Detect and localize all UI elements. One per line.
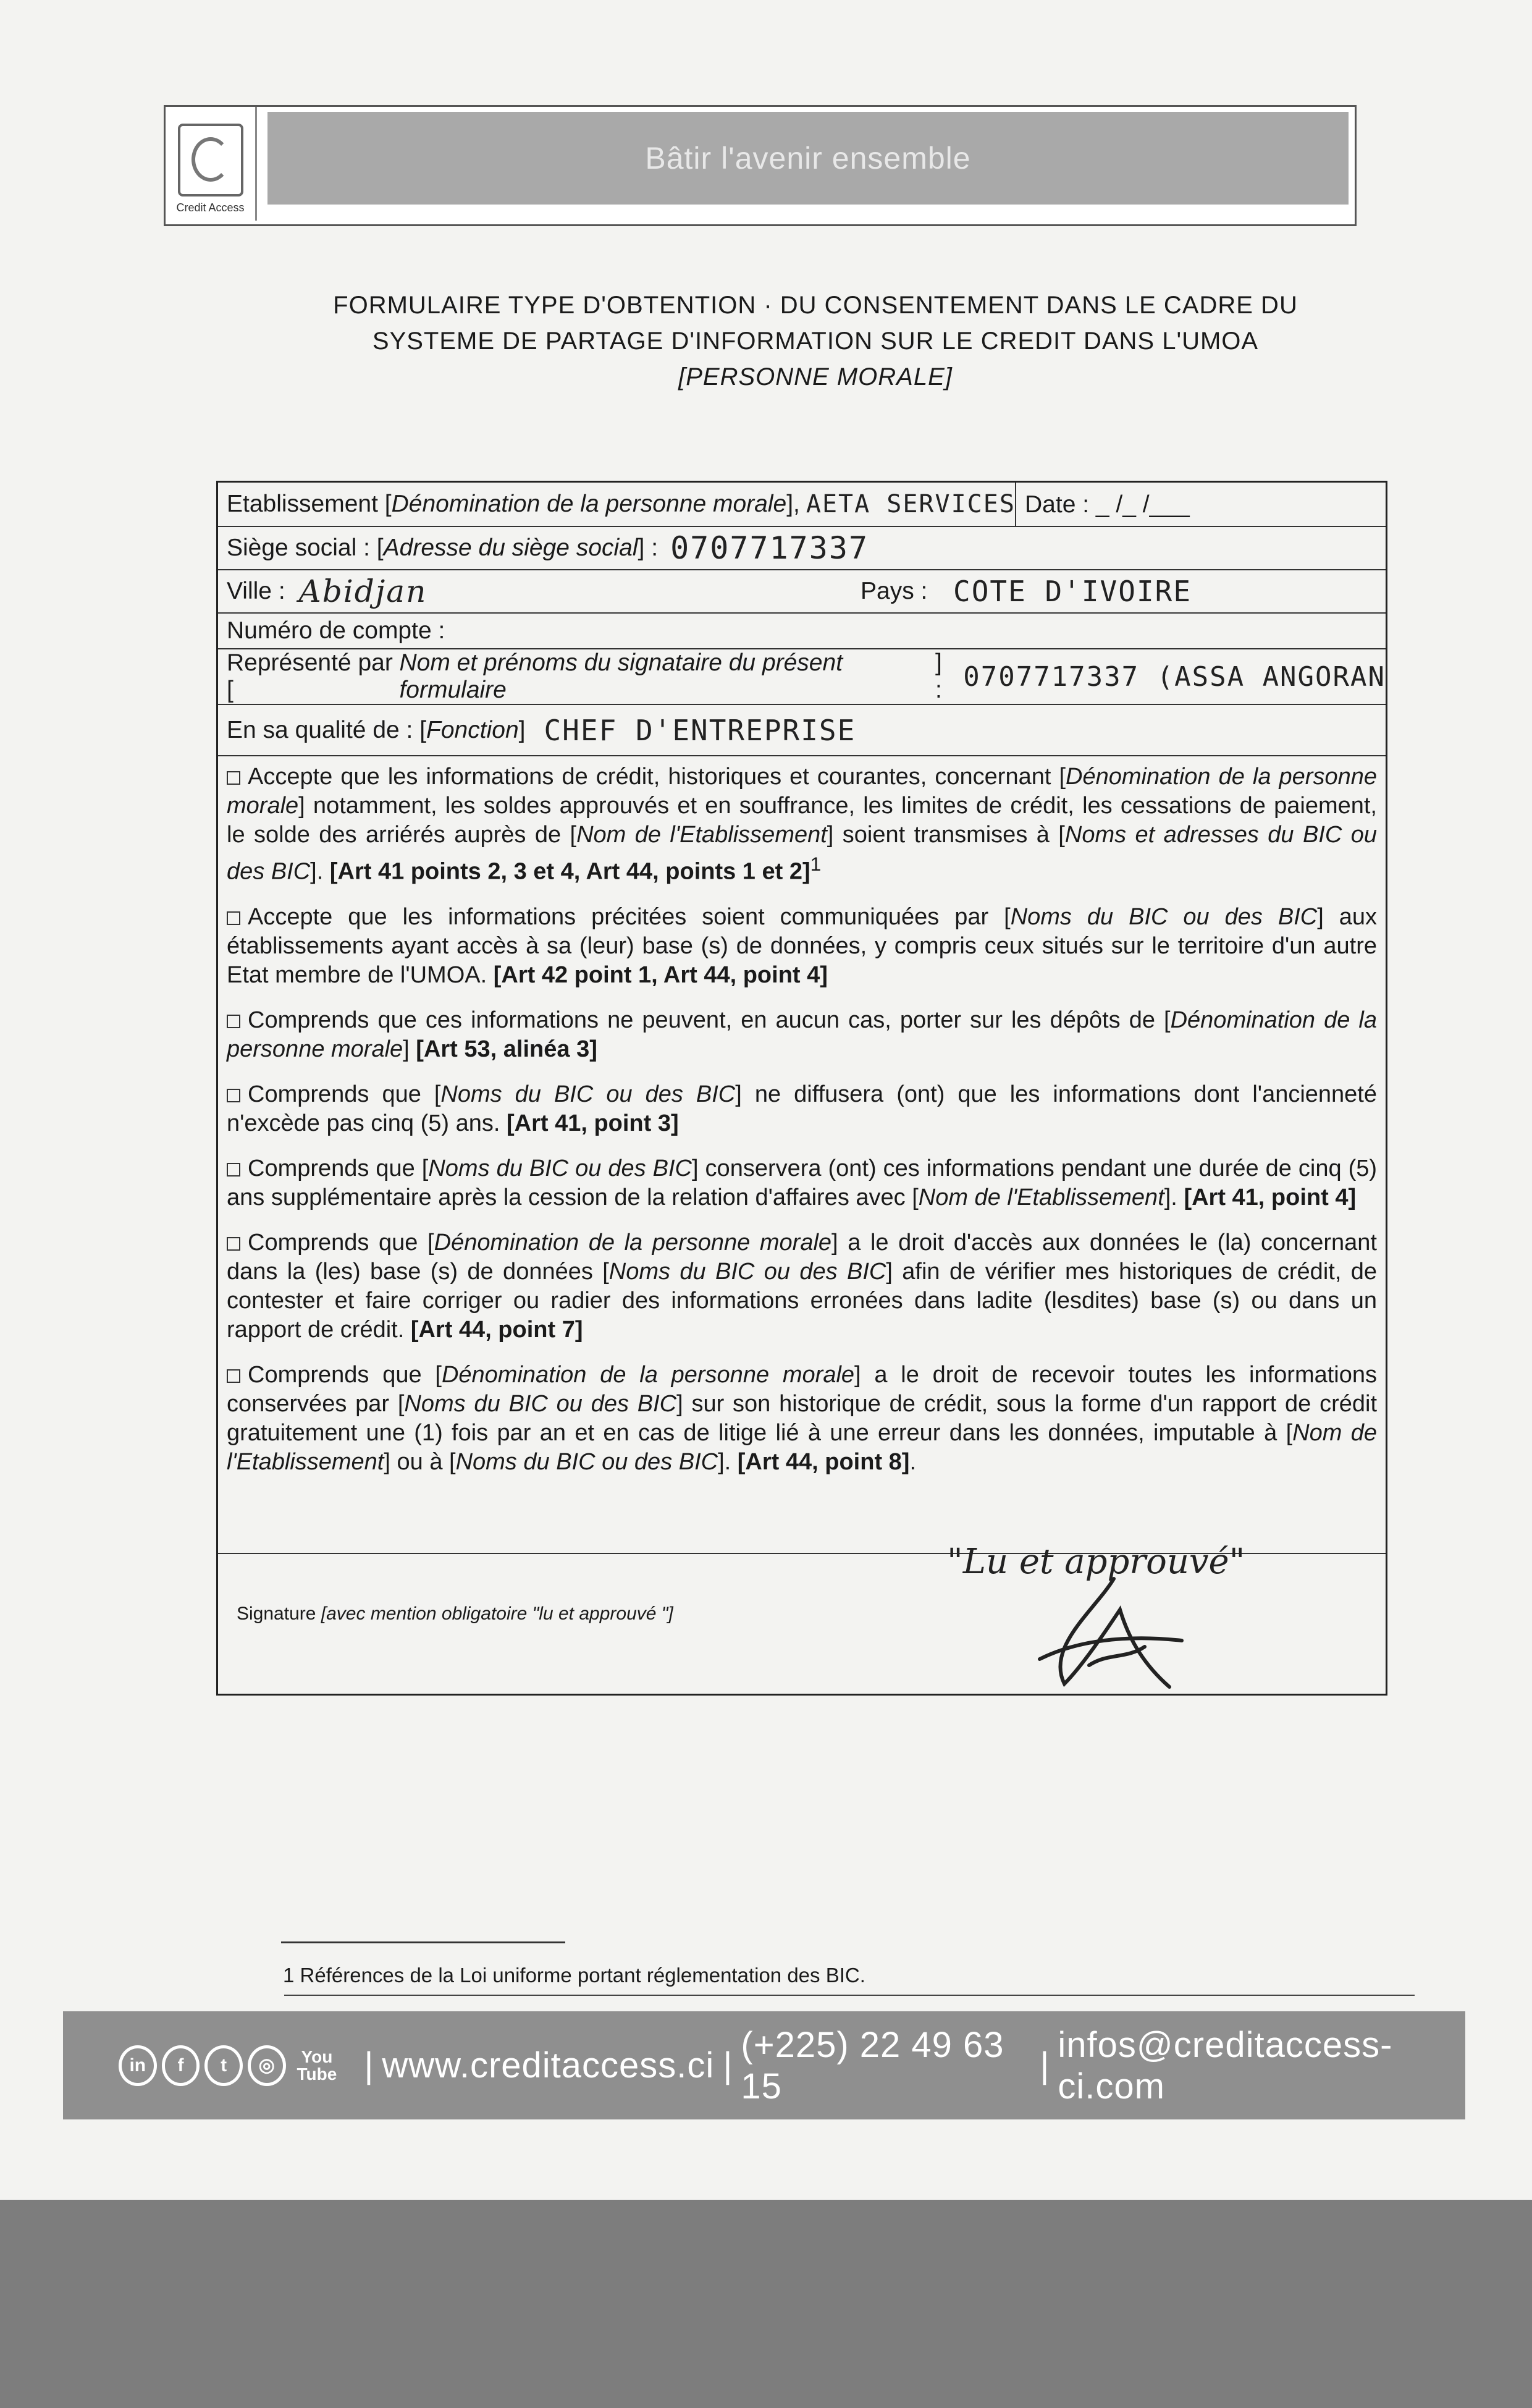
footnote-marker: 1 <box>810 853 822 875</box>
checkbox[interactable] <box>227 1163 240 1177</box>
etablissement-value: AETA SERVICES <box>806 490 1016 518</box>
header-banner <box>164 105 1357 226</box>
credit-access-logo <box>166 107 257 221</box>
clause-text: Accepte que les informations précitées soient communiquées par [ <box>248 903 1011 930</box>
website-link[interactable]: www.creditaccess.ci <box>382 2045 715 2085</box>
checkbox[interactable] <box>227 1237 240 1251</box>
ville-label: Ville : <box>227 578 285 604</box>
form-title <box>247 287 1384 395</box>
checkbox[interactable] <box>227 911 240 925</box>
facebook-icon[interactable]: f <box>162 2045 200 2086</box>
clause-placeholder: Nom de l'Etablissement <box>576 822 827 848</box>
date-label: Date : _ /_ /___ <box>1025 491 1190 518</box>
represente-close: ] : <box>935 649 942 703</box>
email-link[interactable]: infos@creditaccess-ci.com <box>1058 2024 1393 2106</box>
clause-text: ]. <box>1164 1184 1184 1210</box>
pays-label: Pays : <box>861 578 928 604</box>
clause-text: Comprends que [ <box>248 1229 434 1256</box>
linkedin-icon[interactable]: in <box>119 2045 157 2086</box>
clause-text: ] notamment, les soldes approuvés et en souffrance, les limites de crédit, les cessations de paiement, le solde des arriérés auprès de [ <box>227 793 1377 848</box>
clause-reference: [Art 41, point 4] <box>1184 1184 1357 1210</box>
separator: | <box>364 2045 374 2085</box>
signature-hint: [avec mention obligatoire "lu et approuvé "] <box>321 1603 673 1624</box>
clause-placeholder: Dénomination de la personne morale <box>434 1229 832 1256</box>
clause-text: ] a le droit de recevoir toutes les informations conservées par [ <box>227 1361 1377 1417</box>
date-cell <box>1015 483 1386 527</box>
clause-text: ] soient transmises à [ <box>827 822 1065 848</box>
clause-5 <box>227 1154 1377 1212</box>
handwritten-approval: "Lu et approuvé" <box>947 1542 1245 1582</box>
qualite-close: ] <box>518 716 526 743</box>
instagram-icon[interactable]: ◎ <box>248 2045 286 2086</box>
checkbox[interactable] <box>227 1369 240 1383</box>
clause-placeholder: Dénomination de la personne morale <box>227 764 1377 819</box>
clause-7 <box>227 1361 1377 1477</box>
ville-value: Abidjan <box>298 573 427 609</box>
clause-placeholder: Dénomination de la personne morale <box>441 1361 855 1388</box>
signature-label <box>237 1603 673 1624</box>
logo-text: Credit Access <box>176 201 245 214</box>
slogan-bar <box>267 112 1349 205</box>
clause-reference: [Art 53, alinéa 3] <box>416 1036 597 1062</box>
clause-placeholder: Noms du BIC ou des BIC <box>428 1155 692 1181</box>
etablissement-close: ], <box>786 491 800 517</box>
row-qualite <box>218 705 1386 756</box>
logo-icon <box>178 124 243 196</box>
clause-text: Comprends que [ <box>248 1155 429 1181</box>
checkbox[interactable] <box>227 771 240 785</box>
clause-1 <box>227 763 1377 887</box>
clause-text: ] sur son historique de crédit, sous la forme d'un rapport de crédit gratuitement une (1) fois par an et en cas de litige lié à une erreur dans les données, imputable à [ <box>227 1390 1378 1446</box>
clause-reference: [Art 42 point 1, Art 44, point 4] <box>493 961 828 988</box>
compte-label: Numéro de compte : <box>227 617 445 644</box>
clause-text: ]. <box>310 858 330 885</box>
clause-text: . <box>909 1448 917 1475</box>
row-represente-par <box>218 649 1386 705</box>
clause-text: Comprends que [ <box>248 1081 441 1107</box>
clause-text: ] a le droit d'accès aux données le (la) concernant dans la (les) base (s) de données [ <box>227 1229 1377 1285</box>
footnote: 1 Références de la Loi uniforme portant réglementation des BIC. <box>283 1964 865 1987</box>
consent-clauses <box>218 756 1386 1499</box>
title-line-3: [PERSONNE MORALE] <box>678 363 953 391</box>
bottom-rule <box>284 1995 1415 1996</box>
siege-value: 0707717337 <box>670 530 869 566</box>
qualite-label: En sa qualité de : [ <box>227 716 427 743</box>
checkbox[interactable] <box>227 1089 240 1102</box>
consent-form <box>216 481 1387 1696</box>
slogan: Bâtir l'avenir ensemble <box>645 141 971 175</box>
clause-placeholder: Dénomination de la personne morale <box>227 1007 1377 1062</box>
clause-text: ] aux établissements ayant accès à sa (leur) base (s) de données, y compris ceux situés sur le territoire d'un autre Etat membre de l'UMOA. <box>227 903 1378 988</box>
signature-box <box>218 1542 1386 1694</box>
clause-placeholder: Nom de l'Etablissement <box>918 1184 1164 1210</box>
clause-text: ] <box>403 1036 416 1062</box>
clause-2 <box>227 903 1377 990</box>
youtube-label-top: You <box>301 2047 333 2066</box>
twitter-icon[interactable]: t <box>204 2045 243 2086</box>
clause-reference: [Art 41, point 3] <box>506 1110 679 1136</box>
siege-hint: Adresse du siège social <box>383 534 638 561</box>
clause-reference: [Art 44, point 8] <box>737 1448 910 1475</box>
row-siege-social <box>218 527 1386 570</box>
signature-scribble-icon <box>1021 1573 1206 1696</box>
separator: | <box>1040 2045 1050 2085</box>
represente-value: 0707717337 (ASSA ANGORAN <box>963 661 1386 693</box>
represente-hint: Nom et prénoms du signataire du présent formulaire <box>399 649 843 703</box>
clause-placeholder: Noms du BIC ou des BIC <box>404 1390 677 1417</box>
clause-placeholder: Noms du BIC ou des BIC <box>608 1258 886 1285</box>
youtube-label-bottom: Tube <box>297 2064 337 2084</box>
clause-placeholder: Noms du BIC ou des BIC <box>455 1448 718 1475</box>
clause-reference: [Art 41 points 2, 3 et 4, Art 44, points 1 et 2] <box>329 858 810 885</box>
clause-text: ] ou à [ <box>384 1448 456 1475</box>
footnote-rule <box>281 1941 565 1943</box>
clause-text: Accepte que les informations de crédit, historiques et courantes, concernant [ <box>248 764 1066 790</box>
clause-text: Comprends que [ <box>248 1361 442 1388</box>
etablissement-hint: Dénomination de la personne morale <box>391 491 787 517</box>
phone-number: (+225) 22 49 63 15 <box>741 2024 1004 2106</box>
clause-text: ] conservera (ont) ces informations pendant une durée de cinq (5) ans supplémentaire après la cession de la relation d'affaires avec [ <box>227 1155 1378 1210</box>
clause-reference: [Art 44, point 7] <box>410 1316 583 1343</box>
etablissement-label: Etablissement [ <box>227 491 392 517</box>
clause-3 <box>227 1006 1377 1064</box>
title-line-1: FORMULAIRE TYPE D'OBTENTION · DU CONSENTEMENT DANS LE CADRE DU <box>333 292 1298 319</box>
clause-placeholder: Noms du BIC ou des BIC <box>440 1081 736 1107</box>
checkbox[interactable] <box>227 1015 240 1028</box>
row-numero-compte <box>218 614 1386 649</box>
row-ville-pays <box>218 570 1386 614</box>
clause-4 <box>227 1080 1377 1138</box>
represente-label: Représenté par [ <box>227 649 393 703</box>
signature-title: Signature <box>237 1603 316 1624</box>
qualite-hint: Fonction <box>426 716 519 743</box>
siege-label: Siège social : [ <box>227 534 384 561</box>
row-etablissement <box>218 483 1386 527</box>
clause-text: Comprends que ces informations ne peuvent, en aucun cas, porter sur les dépôts de [ <box>248 1007 1171 1033</box>
separator: | <box>723 2045 733 2085</box>
youtube-icon[interactable] <box>297 2048 337 2083</box>
pays-value: COTE D'IVOIRE <box>953 575 1192 608</box>
clause-text: ] ne diffusera (ont) que les informations dont l'ancienneté n'excède pas cinq (5) ans. <box>227 1081 1378 1136</box>
clause-6 <box>227 1228 1377 1345</box>
footer-bar <box>63 2011 1465 2119</box>
qualite-value: CHEF D'ENTREPRISE <box>544 713 856 747</box>
clause-text: ]. <box>718 1448 738 1475</box>
siege-close: ] : <box>638 534 659 561</box>
clause-placeholder: Nom de l'Etablissement <box>227 1419 1377 1475</box>
clause-placeholder: Noms et adresses du BIC ou des BIC <box>227 822 1378 885</box>
clause-text: ] afin de vérifier mes historiques de crédit, de contester et faire corriger ou radier des informations erronées dans ladite (lesdites) base (s) ou dans un rapport de crédit. <box>227 1258 1378 1343</box>
title-line-2: SYSTEME DE PARTAGE D'INFORMATION SUR LE CREDIT DANS L'UMOA <box>372 327 1259 355</box>
clause-placeholder: Noms du BIC ou des BIC <box>1010 903 1318 930</box>
